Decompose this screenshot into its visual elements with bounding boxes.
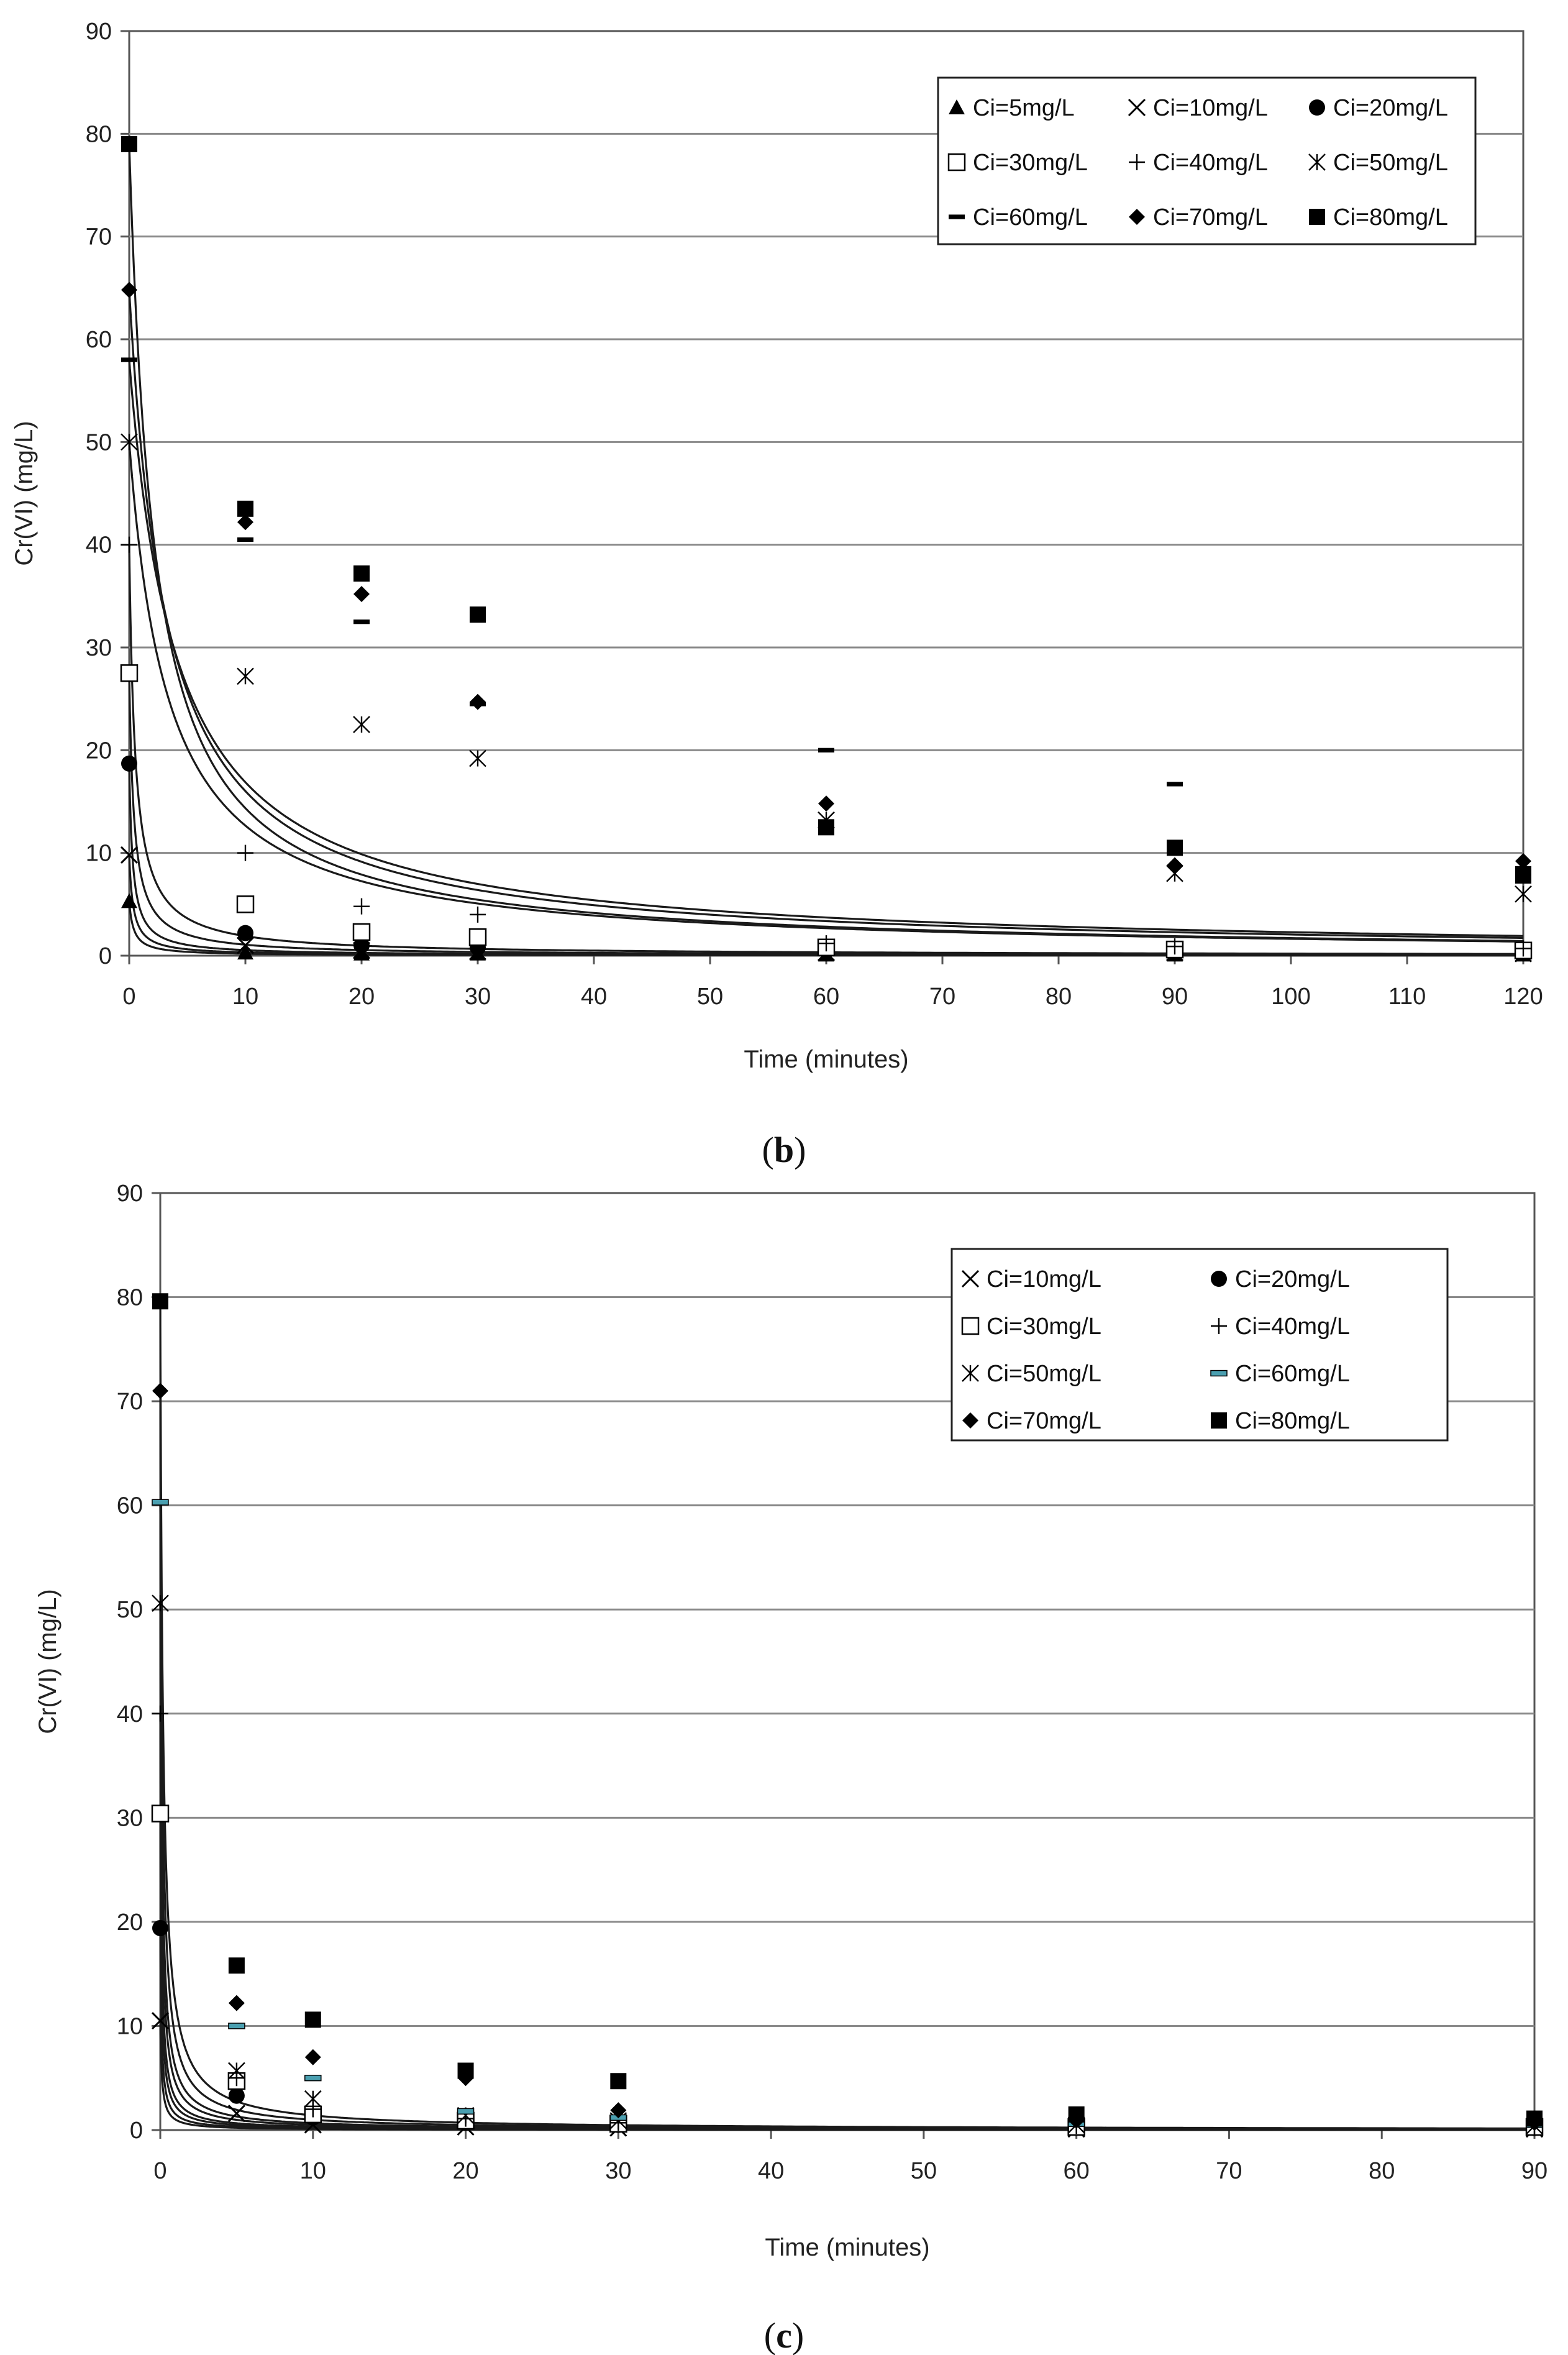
data-point <box>1167 839 1183 856</box>
data-point <box>1167 782 1183 786</box>
legend-marker <box>1309 99 1325 116</box>
y-tick-label: 0 <box>98 943 112 969</box>
y-tick-label: 80 <box>85 121 112 148</box>
x-tick-label: 90 <box>1161 984 1188 1010</box>
legend-entry: Ci=20mg/L <box>1235 1266 1350 1292</box>
y-axis-title: Cr(VI) (mg/L) <box>11 421 38 566</box>
legend-marker <box>1309 209 1325 225</box>
y-tick-label: 40 <box>116 1701 143 1727</box>
x-tick-label: 120 <box>1503 984 1543 1010</box>
legend-marker <box>962 1318 978 1334</box>
legend-entry: Ci=10mg/L <box>987 1266 1101 1292</box>
data-point <box>237 925 253 941</box>
legend-marker <box>1211 1412 1227 1429</box>
data-point <box>121 756 137 772</box>
data-point <box>229 1957 245 1973</box>
x-tick-label: 80 <box>1045 984 1072 1010</box>
data-point <box>1515 867 1531 884</box>
data-point <box>353 620 370 624</box>
y-tick-label: 0 <box>129 2118 143 2144</box>
data-point <box>121 357 137 362</box>
y-tick-label: 10 <box>85 840 112 867</box>
data-point <box>237 501 253 517</box>
legend-marker <box>949 154 965 170</box>
x-tick-label: 20 <box>452 2158 479 2184</box>
x-tick-label: 70 <box>929 984 956 1010</box>
data-point <box>610 2073 626 2089</box>
x-tick-label: 30 <box>464 984 491 1010</box>
panel-caption: (b) <box>762 1130 806 1170</box>
legend-entry: Ci=80mg/L <box>1333 204 1448 231</box>
x-tick-label: 40 <box>757 2158 785 2184</box>
legend-marker <box>1211 1271 1227 1287</box>
legend-entry: Ci=80mg/L <box>1235 1408 1350 1434</box>
x-tick-label: 50 <box>910 2158 937 2184</box>
x-axis-title: Time (minutes) <box>765 2234 930 2261</box>
y-tick-label: 40 <box>85 532 112 559</box>
legend-entry: Ci=50mg/L <box>987 1361 1101 1387</box>
y-tick-label: 20 <box>116 1909 143 1936</box>
x-tick-label: 110 <box>1388 984 1426 1010</box>
data-point <box>121 136 137 152</box>
x-axis-title: Time (minutes) <box>744 1046 909 1073</box>
y-tick-label: 50 <box>85 429 112 456</box>
legend-entry: Ci=20mg/L <box>1333 95 1448 121</box>
data-point <box>353 565 370 582</box>
legend-marker <box>1211 1371 1227 1376</box>
data-point <box>470 606 486 623</box>
data-point <box>229 2088 245 2104</box>
legend-entry: Ci=40mg/L <box>1153 150 1268 176</box>
y-tick-label: 20 <box>85 738 112 764</box>
x-tick-label: 10 <box>299 2158 326 2184</box>
data-point <box>818 819 834 835</box>
x-tick-label: 50 <box>696 984 724 1010</box>
data-point <box>458 2062 474 2078</box>
data-point <box>1069 2106 1085 2123</box>
legend-entry: Ci=30mg/L <box>973 150 1088 176</box>
x-tick-label: 20 <box>348 984 375 1010</box>
y-tick-label: 60 <box>116 1493 143 1519</box>
x-tick-label: 0 <box>153 2158 167 2184</box>
data-point <box>152 1920 168 1936</box>
data-point <box>152 1806 168 1822</box>
y-axis-title: Cr(VI) (mg/L) <box>34 1589 62 1734</box>
legend-entry: Ci=40mg/L <box>1235 1314 1350 1340</box>
y-tick-label: 70 <box>85 224 112 250</box>
data-point <box>305 2075 321 2081</box>
x-tick-label: 60 <box>813 984 840 1010</box>
x-tick-label: 90 <box>1521 2158 1548 2184</box>
data-point <box>353 924 370 940</box>
panel-caption: (c) <box>763 2315 805 2355</box>
legend-entry: Ci=70mg/L <box>1153 204 1268 231</box>
legend-marker <box>949 214 965 219</box>
x-tick-label: 10 <box>232 984 259 1010</box>
y-tick-label: 30 <box>85 635 112 661</box>
data-point <box>152 1499 168 1505</box>
x-tick-label: 80 <box>1369 2158 1395 2184</box>
data-point <box>818 748 834 752</box>
y-tick-label: 90 <box>116 1181 143 1207</box>
chart-b <box>11 19 1543 1170</box>
data-point <box>237 537 253 542</box>
y-tick-label: 30 <box>116 1805 143 1832</box>
legend-entry: Ci=30mg/L <box>987 1314 1101 1340</box>
x-tick-label: 0 <box>122 984 136 1010</box>
data-point <box>152 1293 168 1309</box>
y-tick-label: 10 <box>116 2013 143 2040</box>
x-tick-label: 60 <box>1063 2158 1090 2184</box>
data-point <box>1526 2111 1543 2127</box>
chart-c <box>34 1181 1547 2355</box>
data-point <box>305 2011 321 2028</box>
x-tick-label: 40 <box>580 984 608 1010</box>
x-tick-label: 70 <box>1216 2158 1242 2184</box>
y-tick-label: 50 <box>116 1597 143 1624</box>
data-point <box>458 2108 474 2114</box>
y-tick-label: 60 <box>85 327 112 353</box>
legend-entry: Ci=70mg/L <box>987 1408 1101 1434</box>
data-point <box>237 896 253 912</box>
legend-entry: Ci=50mg/L <box>1333 150 1448 176</box>
legend-entry: Ci=5mg/L <box>973 95 1075 121</box>
data-point <box>470 929 486 945</box>
x-tick-label: 100 <box>1271 984 1311 1010</box>
data-point <box>229 2023 245 2029</box>
legend-entry: Ci=60mg/L <box>1235 1361 1350 1387</box>
y-tick-label: 70 <box>116 1389 143 1415</box>
legend-entry: Ci=10mg/L <box>1153 95 1268 121</box>
x-tick-label: 30 <box>605 2158 632 2184</box>
legend-entry: Ci=60mg/L <box>973 204 1088 231</box>
y-tick-label: 90 <box>85 19 112 45</box>
data-point <box>121 665 137 681</box>
y-tick-label: 80 <box>116 1284 143 1311</box>
